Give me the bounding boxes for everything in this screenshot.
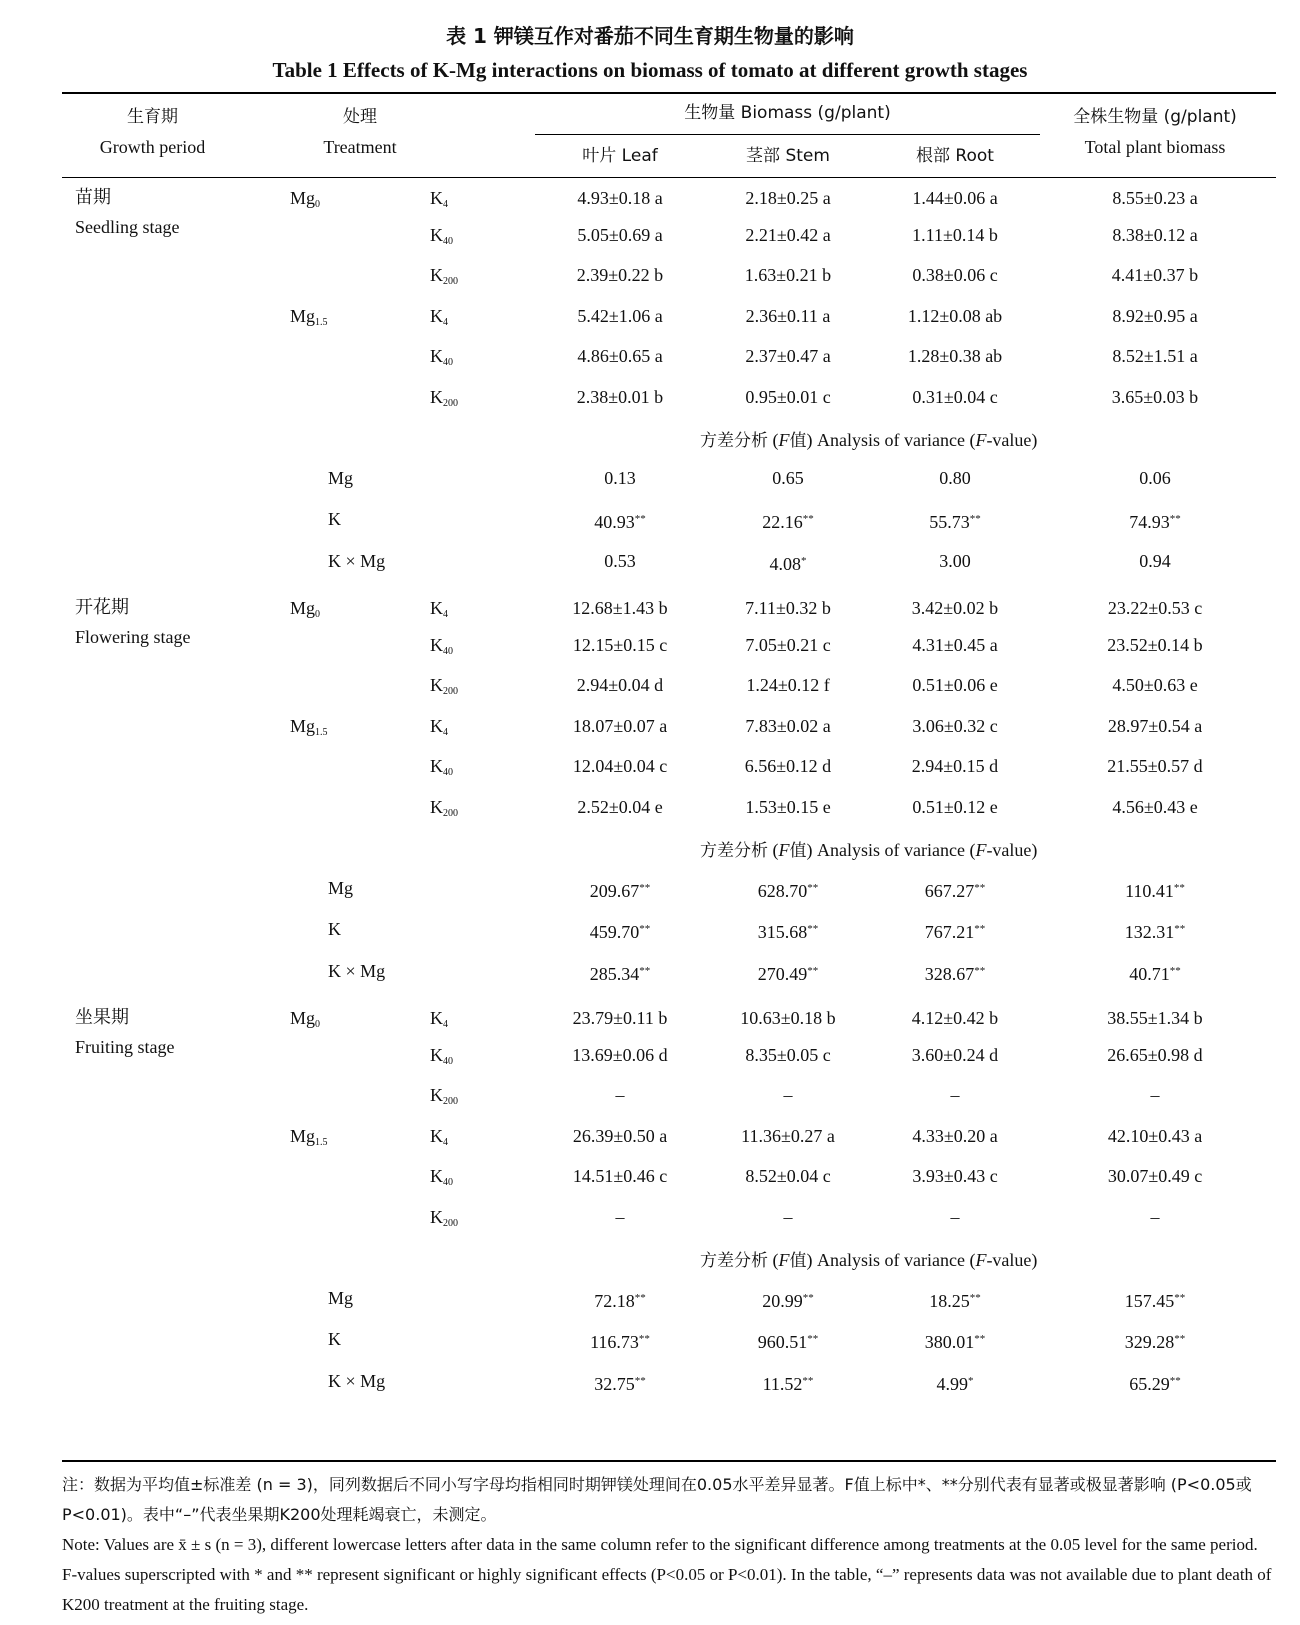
- anova-row: [0, 504, 1300, 534]
- root-f-value: 380.01**: [924, 1332, 986, 1352]
- table-row: [0, 382, 1300, 412]
- top-rule: [62, 92, 1276, 94]
- anova-factor: K: [328, 509, 341, 529]
- root-value: 4.33±0.20 a: [912, 1126, 998, 1146]
- root-value: 1.28±0.38 ab: [907, 346, 1003, 366]
- stem-f-value: 315.68**: [757, 922, 819, 942]
- leaf-f-value: 40.93**: [594, 512, 646, 532]
- stem-f-value: 22.16**: [762, 512, 814, 532]
- stage-label-zh: 苗期: [75, 187, 111, 208]
- root-value: 0.51±0.12 e: [912, 797, 998, 817]
- root-f-value: 0.80: [939, 468, 971, 488]
- leaf-value: 2.39±0.22 b: [576, 265, 664, 285]
- total-value: 30.07±0.49 c: [1107, 1166, 1203, 1186]
- anova-factor: K × Mg: [328, 551, 386, 571]
- stem-f-value: 20.99**: [762, 1291, 814, 1311]
- root-value: 0.51±0.06 e: [912, 675, 998, 695]
- stem-value: 10.63±0.18 b: [740, 1008, 836, 1028]
- total-value: 28.97±0.54 a: [1107, 716, 1203, 736]
- table-row: [0, 630, 1300, 660]
- leaf-value: 5.42±1.06 a: [577, 306, 663, 326]
- k-level: $K_4$: [430, 1008, 448, 1030]
- leaf-value: 18.07±0.07 a: [572, 716, 668, 736]
- k-level: $K_4$: [430, 716, 448, 738]
- note-chinese: 注：数据为平均值±标准差 (n = 3)，同列数据后不同小写字母均指相同时期钾镁处理间在0.05水平差异显著。F值上标中*、**分别代表有显著或极显著影响 (P<0.05或P<0.01)。表中“–”代表坐果期K200处理耗竭衰亡，未测定。: [62, 1475, 1252, 1524]
- anova-row: [0, 873, 1300, 903]
- table-title-chinese: 表 1 钾镁互作对番茄不同生育期生物量的影响: [446, 24, 854, 48]
- k-level: $K_{200}$: [430, 797, 458, 819]
- total-value: 26.65±0.98 d: [1107, 1045, 1203, 1065]
- table-row: [0, 260, 1300, 290]
- root-f-value: 4.99*: [936, 1374, 974, 1394]
- table-title-english: Table 1 Effects of K-Mg interactions on biomass of tomato at different growth stages: [272, 58, 1028, 82]
- table-row: [0, 1040, 1300, 1070]
- k-level: $K_{200}$: [430, 675, 458, 697]
- table-row: [0, 670, 1300, 700]
- stem-value: 8.52±0.04 c: [745, 1166, 831, 1186]
- anova-row: [0, 914, 1300, 944]
- stage-label-en: Flowering stage: [75, 627, 191, 647]
- total-value: 4.41±0.37 b: [1111, 265, 1199, 285]
- header-total-en: Total plant biomass: [1084, 137, 1226, 157]
- leaf-value: 14.51±0.46 c: [572, 1166, 668, 1186]
- k-level: $K_{40}$: [430, 346, 453, 368]
- mg-level: $Mg_0$: [290, 598, 321, 620]
- k-level: $K_4$: [430, 598, 448, 620]
- header-treatment-zh: 处理: [343, 107, 377, 127]
- mg-level: $Mg_0$: [290, 1008, 321, 1030]
- leaf-value: –: [615, 1207, 625, 1227]
- table-row: [0, 1202, 1300, 1232]
- stem-value: 2.18±0.25 a: [745, 188, 831, 208]
- anova-row: [0, 1324, 1300, 1354]
- leaf-f-value: 459.70**: [589, 922, 651, 942]
- stem-f-value: 628.70**: [757, 881, 819, 901]
- k-level: $K_{40}$: [430, 1166, 453, 1188]
- table-row: [0, 341, 1300, 371]
- k-level: $K_4$: [430, 1126, 448, 1148]
- stem-f-value: 270.49**: [757, 964, 819, 984]
- stage-label-en: Seedling stage: [75, 217, 180, 237]
- stem-value: 7.05±0.21 c: [745, 635, 831, 655]
- header-biomass: [535, 97, 1040, 128]
- total-value: 3.65±0.03 b: [1111, 387, 1199, 407]
- root-value: 1.11±0.14 b: [912, 225, 998, 245]
- table-row: [0, 751, 1300, 781]
- total-value: 8.52±1.51 a: [1112, 346, 1198, 366]
- leaf-f-value: 0.53: [604, 551, 636, 571]
- k-level: $K_4$: [430, 306, 448, 328]
- total-value: –: [1150, 1085, 1160, 1105]
- root-f-value: 18.25**: [929, 1291, 981, 1311]
- k-level: $K_{200}$: [430, 1207, 458, 1229]
- header-period-en: Growth period: [99, 137, 206, 157]
- table-row: [0, 301, 1300, 331]
- total-f-value: 132.31**: [1124, 922, 1186, 942]
- total-value: 38.55±1.34 b: [1107, 1008, 1203, 1028]
- header-period-zh: 生育期: [127, 107, 178, 127]
- anova-label: 方差分析 (F值) Analysis of variance (F-value): [700, 1250, 1038, 1271]
- leaf-value: 12.15±0.15 c: [572, 635, 668, 655]
- anova-factor: Mg: [328, 468, 354, 488]
- total-f-value: 0.94: [1139, 551, 1171, 571]
- k-level: $K_4$: [430, 188, 448, 210]
- leaf-f-value: 0.13: [604, 468, 636, 488]
- leaf-value: 4.86±0.65 a: [577, 346, 663, 366]
- root-value: 1.12±0.08 ab: [907, 306, 1003, 326]
- root-f-value: 3.00: [939, 551, 971, 571]
- header-root: 根部 Root: [916, 146, 994, 166]
- header-rule: [62, 177, 1276, 178]
- stem-value: 2.21±0.42 a: [745, 225, 831, 245]
- stem-f-value: 11.52**: [762, 1374, 814, 1394]
- k-level: $K_{200}$: [430, 387, 458, 409]
- leaf-value: 2.52±0.04 e: [577, 797, 663, 817]
- root-value: 4.31±0.45 a: [912, 635, 998, 655]
- note-english: Note: Values are x̄ ± s (n = 3), different lowercase letters after data in the same column refer to the significant difference among treatments at the 0.05 level for the same period. F-values superscripted with * and ** represent significant or highly significant effects (P<0.05 or P<0.01). In the table, “–” represents data was not available due to plant death of K200 treatment at the fruiting stage.: [62, 1535, 1272, 1614]
- stem-value: 7.83±0.02 a: [745, 716, 831, 736]
- stem-value: 1.53±0.15 e: [745, 797, 831, 817]
- leaf-value: 2.38±0.01 b: [576, 387, 664, 407]
- stem-value: 6.56±0.12 d: [744, 756, 832, 776]
- total-value: 23.22±0.53 c: [1107, 598, 1203, 618]
- k-level: $K_{40}$: [430, 756, 453, 778]
- mg-level: $Mg_0$: [290, 188, 321, 210]
- total-value: 8.55±0.23 a: [1112, 188, 1198, 208]
- table-row: [0, 593, 1300, 623]
- table-row: [0, 1161, 1300, 1191]
- stem-value: 2.37±0.47 a: [745, 346, 831, 366]
- anova-factor: K × Mg: [328, 961, 386, 981]
- anova-factor: Mg: [328, 1288, 354, 1308]
- root-value: 1.44±0.06 a: [912, 188, 998, 208]
- bottom-rule: [62, 1460, 1276, 1462]
- root-value: –: [950, 1207, 960, 1227]
- header-total-zh: 全株生物量 (g/plant): [1073, 107, 1237, 127]
- table-row: [0, 183, 1300, 213]
- anova-row: [0, 1283, 1300, 1313]
- table-row: [0, 792, 1300, 822]
- biomass-subrule: [535, 134, 1040, 135]
- root-value: 4.12±0.42 b: [911, 1008, 999, 1028]
- table-row: [0, 220, 1300, 250]
- anova-factor: Mg: [328, 878, 354, 898]
- leaf-value: 2.94±0.04 d: [576, 675, 664, 695]
- stem-value: 1.24±0.12 f: [746, 675, 830, 695]
- total-f-value: 110.41**: [1125, 881, 1185, 901]
- total-f-value: 74.93**: [1129, 512, 1181, 532]
- stem-value: 11.36±0.27 a: [741, 1126, 835, 1146]
- root-value: –: [950, 1085, 960, 1105]
- mg-level: $Mg_{1.5}$: [290, 716, 328, 738]
- anova-label: 方差分析 (F值) Analysis of variance (F-value): [700, 840, 1038, 861]
- leaf-value: –: [615, 1085, 625, 1105]
- leaf-f-value: 209.67**: [589, 881, 651, 901]
- total-value: 42.10±0.43 a: [1107, 1126, 1203, 1146]
- header-leaf: 叶片 Leaf: [582, 146, 658, 166]
- header-biomass-label: 生物量 Biomass (g/plant): [684, 103, 891, 123]
- stem-value: 7.11±0.32 b: [745, 598, 831, 618]
- total-f-value: 157.45**: [1124, 1291, 1186, 1311]
- k-level: $K_{40}$: [430, 225, 453, 247]
- stem-value: 8.35±0.05 c: [745, 1045, 831, 1065]
- leaf-value: 4.93±0.18 a: [577, 188, 663, 208]
- root-value: 2.94±0.15 d: [911, 756, 999, 776]
- total-value: –: [1150, 1207, 1160, 1227]
- total-f-value: 65.29**: [1129, 1374, 1181, 1394]
- table-row: [0, 1080, 1300, 1110]
- anova-factor: K × Mg: [328, 1371, 386, 1391]
- stem-f-value: 960.51**: [757, 1332, 819, 1352]
- anova-row: [0, 1366, 1300, 1396]
- table-row: [0, 711, 1300, 741]
- root-value: 0.31±0.04 c: [912, 387, 998, 407]
- stem-value: 2.36±0.11 a: [745, 306, 831, 326]
- stage-label-en: Fruiting stage: [75, 1037, 175, 1057]
- root-value: 3.93±0.43 c: [912, 1166, 998, 1186]
- root-value: 3.42±0.02 b: [911, 598, 999, 618]
- table-row: [0, 1003, 1300, 1033]
- leaf-f-value: 32.75**: [594, 1374, 646, 1394]
- anova-factor: K: [328, 919, 341, 939]
- header-stem: 茎部 Stem: [746, 146, 830, 166]
- root-f-value: 55.73**: [929, 512, 981, 532]
- stem-value: 1.63±0.21 b: [744, 265, 832, 285]
- leaf-f-value: 116.73**: [590, 1332, 650, 1352]
- stage-label-zh: 坐果期: [75, 1007, 129, 1028]
- total-f-value: 40.71**: [1129, 964, 1181, 984]
- anova-row: [0, 463, 1300, 493]
- total-value: 8.38±0.12 a: [1112, 225, 1198, 245]
- root-f-value: 667.27**: [924, 881, 986, 901]
- anova-row: [0, 956, 1300, 986]
- leaf-f-value: 72.18**: [594, 1291, 646, 1311]
- stem-value: –: [783, 1207, 793, 1227]
- table-row: [0, 1121, 1300, 1151]
- anova-factor: K: [328, 1329, 341, 1349]
- leaf-value: 23.79±0.11 b: [572, 1008, 668, 1028]
- total-value: 4.56±0.43 e: [1112, 797, 1198, 817]
- anova-label: 方差分析 (F值) Analysis of variance (F-value): [700, 430, 1038, 451]
- stem-f-value: 0.65: [772, 468, 804, 488]
- mg-level: $Mg_{1.5}$: [290, 306, 328, 328]
- k-level: $K_{200}$: [430, 265, 458, 287]
- leaf-value: 13.69±0.06 d: [572, 1045, 668, 1065]
- leaf-value: 26.39±0.50 a: [572, 1126, 668, 1146]
- stage-label-zh: 开花期: [75, 597, 129, 618]
- total-f-value: 329.28**: [1124, 1332, 1186, 1352]
- leaf-f-value: 285.34**: [589, 964, 651, 984]
- header-treatment-en: Treatment: [323, 137, 397, 157]
- total-f-value: 0.06: [1139, 468, 1171, 488]
- total-value: 4.50±0.63 e: [1112, 675, 1198, 695]
- stem-value: –: [783, 1085, 793, 1105]
- mg-level: $Mg_{1.5}$: [290, 1126, 328, 1148]
- total-value: 21.55±0.57 d: [1107, 756, 1203, 776]
- total-value: 8.92±0.95 a: [1112, 306, 1198, 326]
- stem-f-value: 4.08*: [769, 554, 807, 574]
- leaf-value: 5.05±0.69 a: [577, 225, 663, 245]
- leaf-value: 12.68±1.43 b: [572, 598, 668, 618]
- root-value: 0.38±0.06 c: [912, 265, 998, 285]
- total-value: 23.52±0.14 b: [1107, 635, 1203, 655]
- header-period: [70, 102, 235, 162]
- k-level: $K_{200}$: [430, 1085, 458, 1107]
- stem-value: 0.95±0.01 c: [745, 387, 831, 407]
- leaf-value: 12.04±0.04 c: [572, 756, 668, 776]
- root-f-value: 328.67**: [924, 964, 986, 984]
- anova-row: [0, 546, 1300, 576]
- root-value: 3.06±0.32 c: [912, 716, 998, 736]
- root-f-value: 767.21**: [924, 922, 986, 942]
- k-level: $K_{40}$: [430, 1045, 453, 1067]
- k-level: $K_{40}$: [430, 635, 453, 657]
- header-treatment: [280, 102, 440, 162]
- header-total: [1035, 102, 1275, 162]
- root-value: 3.60±0.24 d: [911, 1045, 999, 1065]
